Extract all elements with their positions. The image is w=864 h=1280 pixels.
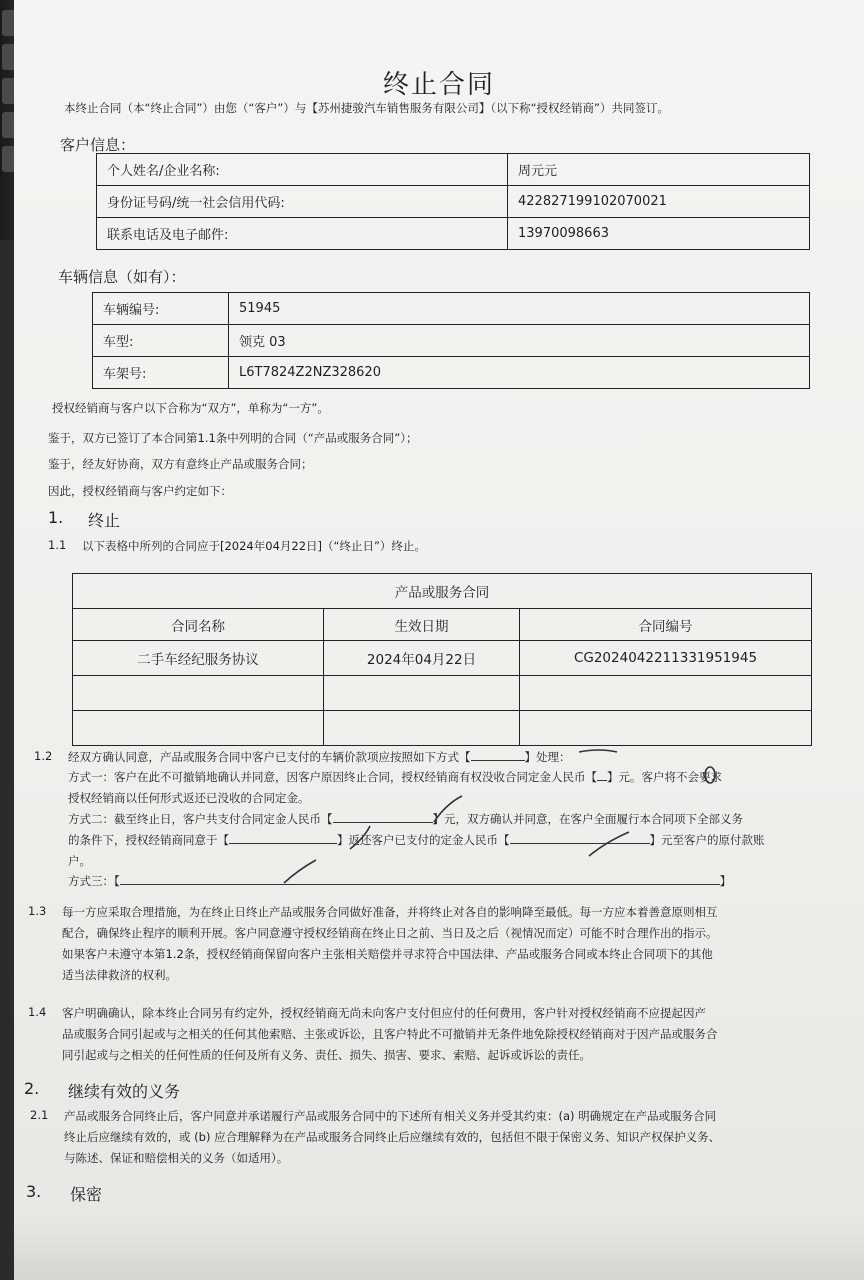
clause-1-1-number: 1.1 [48,538,67,552]
clause-1-3-line-2: 配合，确保终止程序的顺利开展。客户同意遵守授权经销商在终止日之前、当日及之后（视情况而定）可能不时合理作出的指示。 [62,926,718,940]
section-2-number: 2. [24,1079,40,1098]
customer-name-value: 周元元 [508,154,810,186]
contract-number-cell: CG2024042211331951945 [520,641,812,676]
header-contract-name: 合同名称 [73,609,324,641]
customer-contact-value: 13970098663 [508,218,810,250]
clause-2-1-number: 2.1 [30,1108,49,1122]
clause-1-4-line-1: 客户明确确认，除本终止合同另有约定外，授权经销商无尚未向客户支付但应付的任何费用，客户针对授权经销商不应提起因产 [62,1006,706,1020]
table-row [73,641,812,676]
clause-1-3-line-1: 每一方应采取合理措施，为在终止日终止产品或服务合同做好准备，并将终止对各自的影响降至最低。每一方应本着善意原则相互 [62,905,718,919]
section-1-number: 1. [48,508,64,527]
clause-1-3-line-3: 如果客户未遵守本第1.2条，授权经销商保留向客户主张相关赔偿并寻求符合中国法律、产品或服务合同或本终止合同项下的其他 [62,947,713,961]
contract-table [72,573,812,746]
vehicle-vin-label: 车架号: [93,357,229,389]
customer-info-heading: 客户信息： [60,136,136,154]
section-3-title: 保密 [70,1185,103,1204]
clause-1-4-line-2: 品或服务合同引起或与之相关的任何其他索赔、主张或诉讼，且客户特此不可撤销并无条件地免除授权经销商对于因产品或服务合 [62,1027,718,1041]
recital-1: 鉴于，双方已签订了本合同第1.1条中列明的合同（“产品或服务合同”）； [48,431,418,445]
contract-table-caption: 产品或服务合同 [73,574,812,609]
vehicle-number-value: 51945 [229,293,810,325]
document-page [14,0,864,1280]
vehicle-vin-value: L6T7824Z2NZ328620 [229,357,810,389]
recital-3: 因此，授权经销商与客户约定如下： [48,484,232,498]
customer-contact-label: 联系电话及电子邮件: [97,218,508,250]
clause-2-1-line-3: 与陈述、保证和赔偿相关的义务（如适用）。 [64,1151,289,1165]
clause-1-2-number: 1.2 [34,749,53,763]
method-1-line-2: 授权经销商以任何形式返还已没收的合同定金。 [68,791,310,805]
customer-info-table [96,153,810,250]
section-2-title: 继续有效的义务 [68,1082,181,1101]
party-definition: 授权经销商与客户以下合称为“双方”，单称为“一方”。 [52,401,329,415]
customer-id-value: 422827199102070021 [508,186,810,218]
header-effective-date: 生效日期 [324,609,520,641]
table-row-empty [73,711,812,746]
clause-1-3-number: 1.3 [28,904,47,918]
clause-2-1-line-1: 产品或服务合同终止后，客户同意并承诺履行产品或服务合同中的下述所有相关义务并受其约束：(a) 明确规定在产品或服务合同 [64,1109,717,1123]
clause-2-1-line-2: 终止后应继续有效的，或 (b) 应合理解释为在产品或服务合同终止后应继续有效的，包括但不限于保密义务、知识产权保护义务、 [64,1130,721,1144]
effective-date-cell: 2024年04月22日 [324,641,520,676]
method-2-line-1: 方式二：截至终止日，客户共支付合同定金人民币【 】元，双方确认并同意，在客户全面履行本合同项下全部义务 [68,812,743,826]
clause-1-4-line-3: 同引起或与之相关的任何性质的任何及所有义务、责任、损失、损害、要求、索赔、起诉或诉讼的责任。 [62,1048,591,1062]
section-3-number: 3. [26,1182,42,1201]
method-3-line: 方式三：【 】 [68,874,732,888]
vehicle-info-heading: 车辆信息（如有）： [58,268,186,286]
method-2-line-3: 户。 [68,854,91,868]
document-title: 终止合同 [382,70,495,100]
vehicle-model-label: 车型: [93,325,229,357]
method-2-line-2: 的条件下，授权经销商同意于【 】返还客户已支付的定金人民币【 】元至客户的原付款账 [68,833,765,847]
clause-1-1-text: 以下表格中所列的合同应于[2024年04月22日]（“终止日”）终止。 [82,539,426,553]
header-contract-number: 合同编号 [520,609,812,641]
table-row-empty [73,676,812,711]
customer-name-label: 个人姓名/企业名称: [97,154,508,186]
section-1-title: 终止 [88,511,121,530]
clause-1-3-line-4: 适当法律救济的权利。 [62,968,177,982]
vehicle-info-table [92,292,810,389]
intro-text: 本终止合同（本“终止合同”）由您（“客户”）与【苏州捷骏汽车销售服务有限公司】（以下称“授权经销商”）共同签订。 [64,101,669,115]
method-1-line-1: 方式一：客户在此不可撤销地确认并同意，因客户原因终止合同，授权经销商有权没收合同定金人民币【 】元。客户将不会要求 [68,770,722,784]
clause-1-2-lead: 经双方确认同意，产品或服务合同中客户已支付的车辆价款项应按照如下方式【 】处理： [68,750,571,764]
recital-2: 鉴于，经友好协商，双方有意终止产品或服务合同； [48,457,313,471]
customer-id-label: 身份证号码/统一社会信用代码: [97,186,508,218]
vehicle-number-label: 车辆编号: [93,293,229,325]
clause-1-4-number: 1.4 [28,1005,47,1019]
contract-name-cell: 二手车经纪服务协议 [73,641,324,676]
vehicle-model-value: 领克 03 [229,325,810,357]
